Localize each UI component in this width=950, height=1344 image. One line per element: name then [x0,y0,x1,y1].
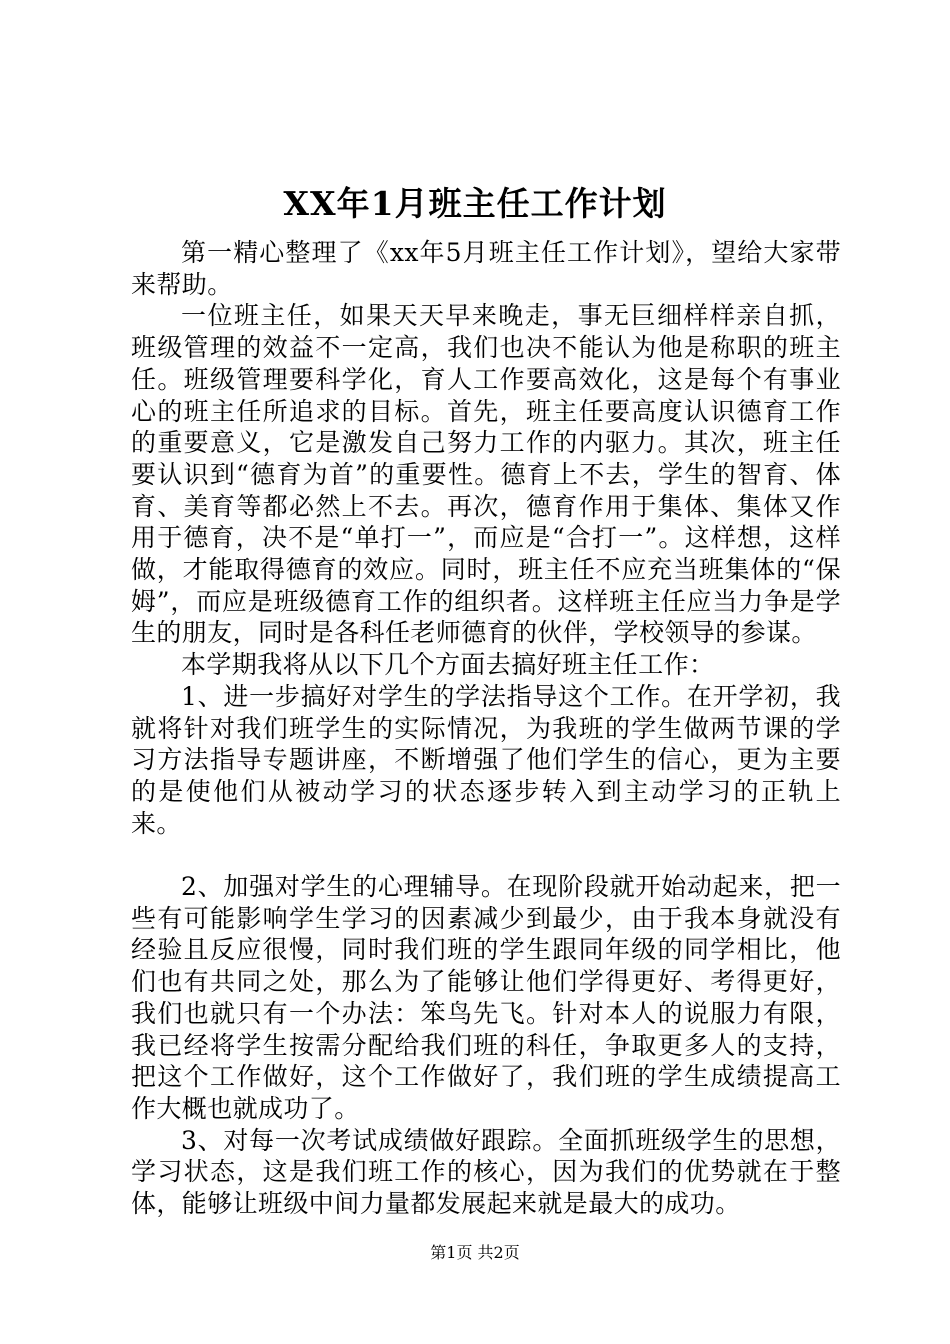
document-title: XX年1月班主任工作计划 [283,184,667,223]
paragraph-intro: 第一精心整理了《xx年5月班主任工作计划》，望给大家带来帮助。 [131,238,841,299]
paragraph-main: 一位班主任，如果天天早来晚走，事无巨细样样亲自抓，班级管理的效益不一定高，我们也决不能认为他是称职的班主任。班级管理要科学化，育人工作要高效化，这是每个有事业心的班主任所追求的目标。首先，班主任要高度认识德育工作的重要意义，它是激发自己努力工作的内驱力。其次，班主任要认识到“德育为首”的重要性。德育上不去，学生的智育、体育、美育等都必然上不去。再次，德育作用于集体、集体又作用于德育，决不是“单打一”，而应是“合打一”。这样想，这样做，才能取得德育的效应。同时，班主任不应充当班集体的“保姆”，而应是班级德育工作的组织者。这样班主任应当力争是学生的朋友，同时是各科任老师德育的伙伴，学校领导的参谋。 [131,301,841,648]
paragraph-plan-intro: 本学期我将从以下几个方面去搞好班主任工作： [181,650,715,680]
document-body [131,237,841,1220]
paragraph-item-2: 2、加强对学生的心理辅导。在现阶段就开始动起来，把一些有可能影响学生学习的因素减少到最少，由于我本身就没有经验且反应很慢，同时我们班的学生跟同年级的同学相比，他们也有共同之处，那么为了能够让他们学得更好、考得更好，我们也就只有一个办法：笨鸟先飞。针对本人的说服力有限，我已经将学生按需分配给我们班的科任，争取更多人的支持，把这个工作做好，这个工作做好了，我们班的学生成绩提高工作大概也就成功了。 [131,872,841,1123]
paragraph-item-3: 3、对每一次考试成绩做好跟踪。全面抓班级学生的思想，学习状态，这是我们班工作的核心，因为我们的优势就在于整体，能够让班级中间力量都发展起来就是最大的成功。 [131,1125,841,1219]
paragraph-item-1: 1、进一步搞好对学生的学法指导这个工作。在开学初，我就将针对我们班学生的实际情况，为我班的学生做两节课的学习方法指导专题讲座，不断增强了他们学生的信心，更为主要的是使他们从被动学习的状态逐步转入到主动学习的正轨上来。 [131,681,841,838]
page-number-footer: 第1页 共2页 [430,1243,520,1262]
